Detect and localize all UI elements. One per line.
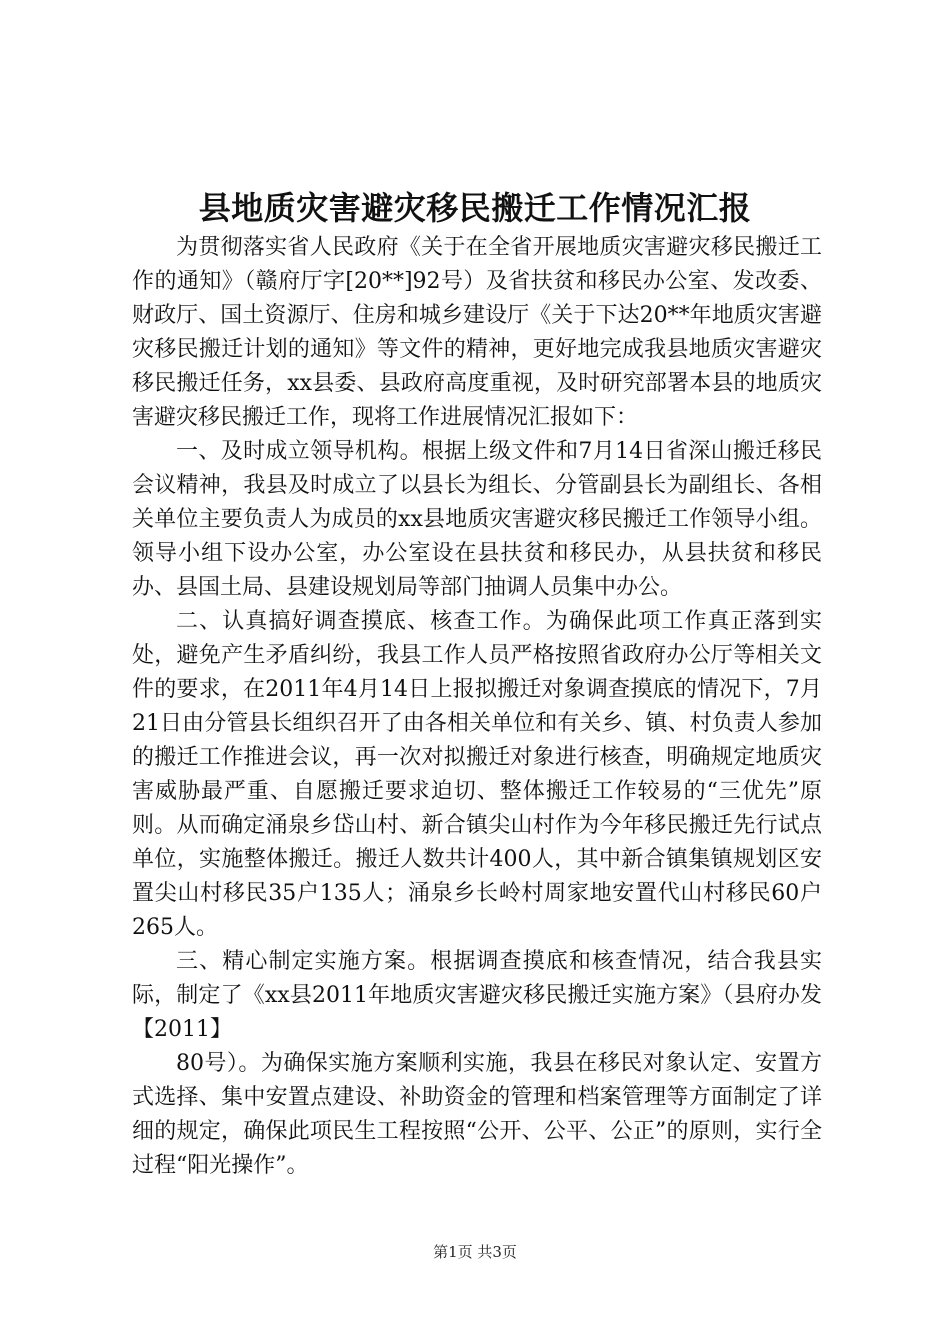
paragraph-intro: 为贯彻落实省人民政府《关于在全省开展地质灾害避灾移民搬迁工作的通知》（赣府厅字[20**]92号）及省扶贫和移民办公室、发改委、财政厅、国土资源厅、住房和城乡建设厅《关于下达20**年地质灾害避灾移民搬迁计划的通知》等文件的精神，更好地完成我县地质灾害避灾移民搬迁任务，xx县委、县政府高度重视，及时研究部署本县的地质灾害避灾移民搬迁工作，现将工作进展情况汇报如下： xyxy=(132,235,822,430)
page-footer: 第1页 共3页 xyxy=(433,1243,517,1261)
paragraph-section-2: 二、认真搞好调查摸底、核查工作。为确保此项工作真正落到实处，避免产生矛盾纠纷，我县工作人员严格按照省政府办公厅等相关文件的要求，在2011年4月14日上报拟搬迁对象调查摸底的情况下，7月21日由分管县长组织召开了由各相关单位和有关乡、镇、村负责人参加的搬迁工作推进会议，再一次对拟搬迁对象进行核查，明确规定地质灾害威胁最严重、自愿搬迁要求迫切、整体搬迁工作较易的“三优先”原则。从而确定涌泉乡岱山村、新合镇尖山村作为今年移民搬迁先行试点单位，实施整体搬迁。搬迁人数共计400人，其中新合镇集镇规划区安置尖山村移民35户135人；涌泉乡长岭村周家地安置代山村移民60户265人。 xyxy=(132,609,822,940)
document-body xyxy=(132,231,822,1183)
paragraph-section-1: 一、及时成立领导机构。根据上级文件和7月14日省深山搬迁移民会议精神，我县及时成立了以县长为组长、分管副县长为副组长、各相关单位主要负责人为成员的xx县地质灾害避灾移民搬迁工作领导小组。领导小组下设办公室，办公室设在县扶贫和移民办，从县扶贫和移民办、县国土局、县建设规划局等部门抽调人员集中办公。 xyxy=(132,439,822,600)
page-title: 县地质灾害避灾移民搬迁工作情况汇报 xyxy=(198,189,752,227)
paragraph-section-3: 三、精心制定实施方案。根据调查摸底和核查情况，结合我县实际，制定了《xx县2011年地质灾害避灾移民搬迁实施方案》（县府办发【2011】 xyxy=(132,949,822,1042)
paragraph-section-3-continued: 80号）。为确保实施方案顺利实施，我县在移民对象认定、安置方式选择、集中安置点建设、补助资金的管理和档案管理等方面制定了详细的规定，确保此项民生工程按照“公开、公平、公正”的原则，实行全过程“阳光操作”。 xyxy=(132,1051,822,1178)
